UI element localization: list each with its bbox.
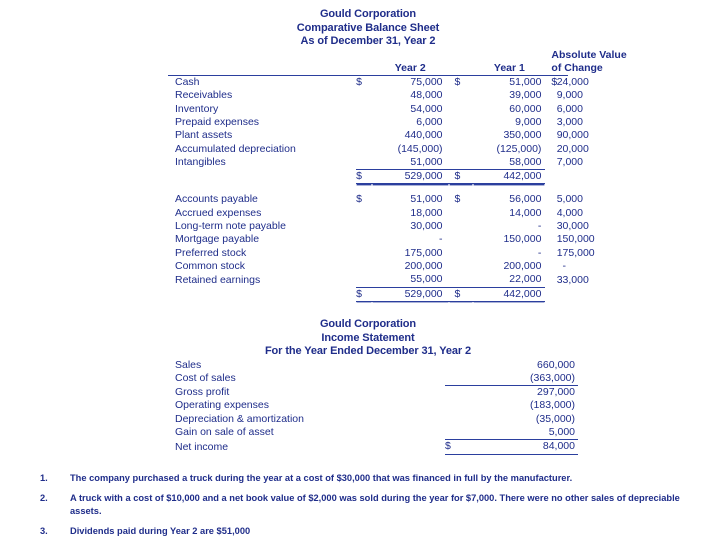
change-value: 7,000 [556,156,583,169]
year2-currency: $ [356,193,362,206]
row-label: Cash [175,76,200,89]
table-row [168,359,578,372]
change-currency [545,260,556,273]
year2-currency [356,89,372,102]
note-number: 1. [40,473,48,483]
year2-currency [356,260,372,273]
row-currency [445,413,493,426]
header-spacer-y2 [372,49,449,62]
year2-value: 18,000 [410,206,443,219]
row-value: (35,000) [535,412,575,425]
year1-value: 58,000 [509,155,542,168]
year1-value: 350,000 [503,129,542,142]
year1-value: 60,000 [509,102,542,115]
year2-value: 48,000 [410,89,443,102]
row-currency [445,386,493,400]
note-number: 3. [40,526,48,537]
change-currency [545,143,556,156]
year2-currency [356,207,372,220]
note-text: The company purchased a truck during the year at a cost of $30,000 that was financed in full by the manufacturer. [70,473,573,483]
income-statement-period: For the Year Ended December 31, Year 2 [264,345,472,357]
year1-value: 39,000 [509,89,542,102]
change-currency: $ [551,76,558,89]
row-label [168,287,356,301]
row-value: (363,000) [530,371,575,384]
year1-value: 56,000 [509,193,542,206]
year2-currency [356,233,372,246]
year1-value: 51,000 [509,76,542,89]
row-label: Gross profit [175,386,230,399]
row-label: Depreciation & amortization [175,412,304,425]
change-currency [545,103,556,116]
balance-sheet-company-name: Gould Corporation [319,8,417,20]
year2-currency [356,156,372,170]
year1-currency: $ [449,170,474,184]
balance-sheet [168,8,627,302]
table-total-row [168,170,568,184]
year2-value: 55,000 [410,273,443,286]
column-header-year2: Year 2 [372,62,449,76]
table-row [168,273,568,287]
year1-value: 9,000 [515,115,542,128]
year1-value: - [537,220,542,233]
note-item [30,492,702,517]
year1-currency [449,129,474,142]
row-label: Sales [175,358,202,371]
year1-currency [449,89,474,102]
row-label: Accounts payable [175,193,258,206]
income-statement-statement-name: Income Statement [321,331,415,344]
row-label [168,170,356,184]
table-row [168,386,578,400]
note-text: Dividends paid during Year 2 are $51,000 [70,526,251,537]
year2-value: 6,000 [416,115,443,128]
year2-value: 440,000 [404,129,443,142]
table-row [168,440,578,454]
table-row [168,207,568,220]
row-label: Prepaid expenses [175,115,260,128]
change-currency [545,156,556,170]
change-value [557,170,568,184]
year2-value: 30,000 [410,220,443,233]
row-value: (183,000) [530,399,575,412]
row-currency [445,399,493,412]
year2-currency [356,129,372,142]
change-value: 20,000 [556,142,589,155]
year2-value: 54,000 [410,102,443,115]
header-spacer-y1 [473,49,545,62]
year2-currency: $ [356,76,362,89]
row-label: Net income [175,440,229,453]
year1-currency: $ [449,287,474,301]
note-item [30,472,702,484]
year1-value: - [537,246,542,259]
row-currency [445,426,493,440]
table-row [168,247,568,260]
change-currency [545,220,556,233]
change-currency [545,287,556,301]
row-currency [445,359,493,372]
header-blank [168,62,356,76]
year1-value: 22,000 [509,273,542,286]
header-blank-cur [356,62,372,76]
change-currency [545,89,556,102]
year1-value: 442,000 [473,287,545,301]
balance-sheet-header-row [168,62,568,76]
year1-currency [449,273,474,287]
income-statement-company-name: Gould Corporation [319,318,417,330]
change-value: 9,000 [556,89,583,102]
table-row [168,143,568,156]
balance-sheet-table [168,48,627,302]
column-header-change-line2: of Change [545,62,568,76]
change-value: 33,000 [556,273,589,286]
year1-currency [449,260,474,273]
change-value: 3,000 [556,115,583,128]
year2-currency: $ [356,170,372,184]
row-label: Cost of sales [175,372,236,385]
row-label: Accumulated depreciation [175,142,296,155]
table-row [168,426,578,440]
row-currency [445,372,493,386]
change-value: 24,000 [556,76,589,89]
row-label: Plant assets [175,129,233,142]
change-currency [545,129,556,142]
year2-currency [356,247,372,260]
year2-value: 529,000 [372,287,449,301]
table-row [168,156,568,170]
liabilities-equity-section [168,193,595,301]
header-spacer-cur2 [449,49,474,62]
income-statement-table [168,359,578,455]
year2-currency [356,143,372,156]
row-currency: $ [445,440,493,454]
table-row [168,129,568,142]
note-number: 2. [40,493,48,504]
change-currency [545,273,556,287]
year2-value: 51,000 [410,193,443,206]
table-row [168,372,578,386]
header-blank-cur2 [449,62,474,76]
row-label: Preferred stock [175,246,247,259]
header-spacer [168,49,356,62]
year2-currency [356,273,372,287]
table-row [168,413,578,426]
balance-sheet-header-row-top [168,49,568,62]
table-row [168,260,568,273]
row-value: 84,000 [493,440,578,454]
year1-currency [449,233,474,246]
balance-sheet-statement-name: Comparative Balance Sheet [296,21,440,34]
row-label: Accrued expenses [175,206,262,219]
change-value: 150,000 [556,233,595,246]
year1-currency [449,247,474,260]
change-currency [545,116,556,129]
change-value: 5,000 [556,193,583,206]
year2-value: 175,000 [404,246,443,259]
year1-currency [449,143,474,156]
year1-value: 150,000 [503,233,542,246]
year2-currency [356,103,372,116]
change-value: 30,000 [556,220,589,233]
year2-currency: $ [356,287,372,301]
year2-currency [356,220,372,233]
table-row [168,233,568,246]
year1-value: (125,000) [496,142,542,155]
notes-list [30,472,702,546]
year1-currency: $ [454,193,461,206]
header-spacer-cur [356,49,372,62]
table-row [168,399,578,412]
row-label: Operating expenses [175,399,269,412]
column-header-year1: Year 1 [473,62,545,76]
change-currency [545,193,556,206]
row-label: Gain on sale of asset [175,426,274,439]
table-total-row [168,287,568,301]
year2-value: 200,000 [404,259,443,272]
year2-currency [356,116,372,129]
year1-currency [449,207,474,220]
table-row [168,220,568,233]
income-statement-title-block [168,318,568,359]
year1-currency [449,156,474,170]
row-value: 5,000 [548,425,575,438]
table-row [168,103,568,116]
change-value: 4,000 [556,206,583,219]
column-header-change-line1: Absolute Value [551,48,627,61]
change-value [557,287,568,301]
balance-sheet-period: As of December 31, Year 2 [300,35,436,47]
note-text: A truck with a cost of $10,000 and a net book value of $2,000 was sold during the year for $7,000. There were no other sales of depreciable assets. [70,493,680,516]
change-value: 90,000 [556,129,589,142]
note-item [30,525,702,537]
row-label: Common stock [175,259,246,272]
income-statement [168,318,575,455]
change-value: 6,000 [556,102,583,115]
row-label: Inventory [175,102,219,115]
change-currency [545,207,556,220]
year2-value: 51,000 [410,155,443,168]
year1-value: 442,000 [473,170,545,184]
row-label: Long-term note payable [175,220,286,233]
year1-value: 14,000 [509,206,542,219]
change-value: 175,000 [556,246,595,259]
year2-value: (145,000) [397,142,443,155]
change-currency [545,233,556,246]
change-currency [545,170,556,184]
year1-currency [449,103,474,116]
row-label: Intangibles [175,156,226,169]
year2-value: 529,000 [372,170,449,184]
balance-sheet-title-block [168,8,568,49]
row-label: Retained earnings [175,273,261,286]
table-row [168,76,568,90]
change-currency [545,247,556,260]
row-value: 660,000 [537,358,575,371]
change-value: - [562,259,566,272]
table-row [168,116,568,129]
year1-currency [449,220,474,233]
year1-currency: $ [454,76,461,89]
assets-section [168,76,589,184]
year1-value: 200,000 [503,259,542,272]
row-label: Mortgage payable [175,233,260,246]
section-spacer [168,184,568,194]
year2-value: - [439,233,443,246]
table-row [168,193,568,206]
row-label: Receivables [175,89,233,102]
table-row [168,89,568,102]
row-value: 297,000 [493,386,578,400]
year1-currency [449,116,474,129]
year2-value: 75,000 [410,76,443,89]
